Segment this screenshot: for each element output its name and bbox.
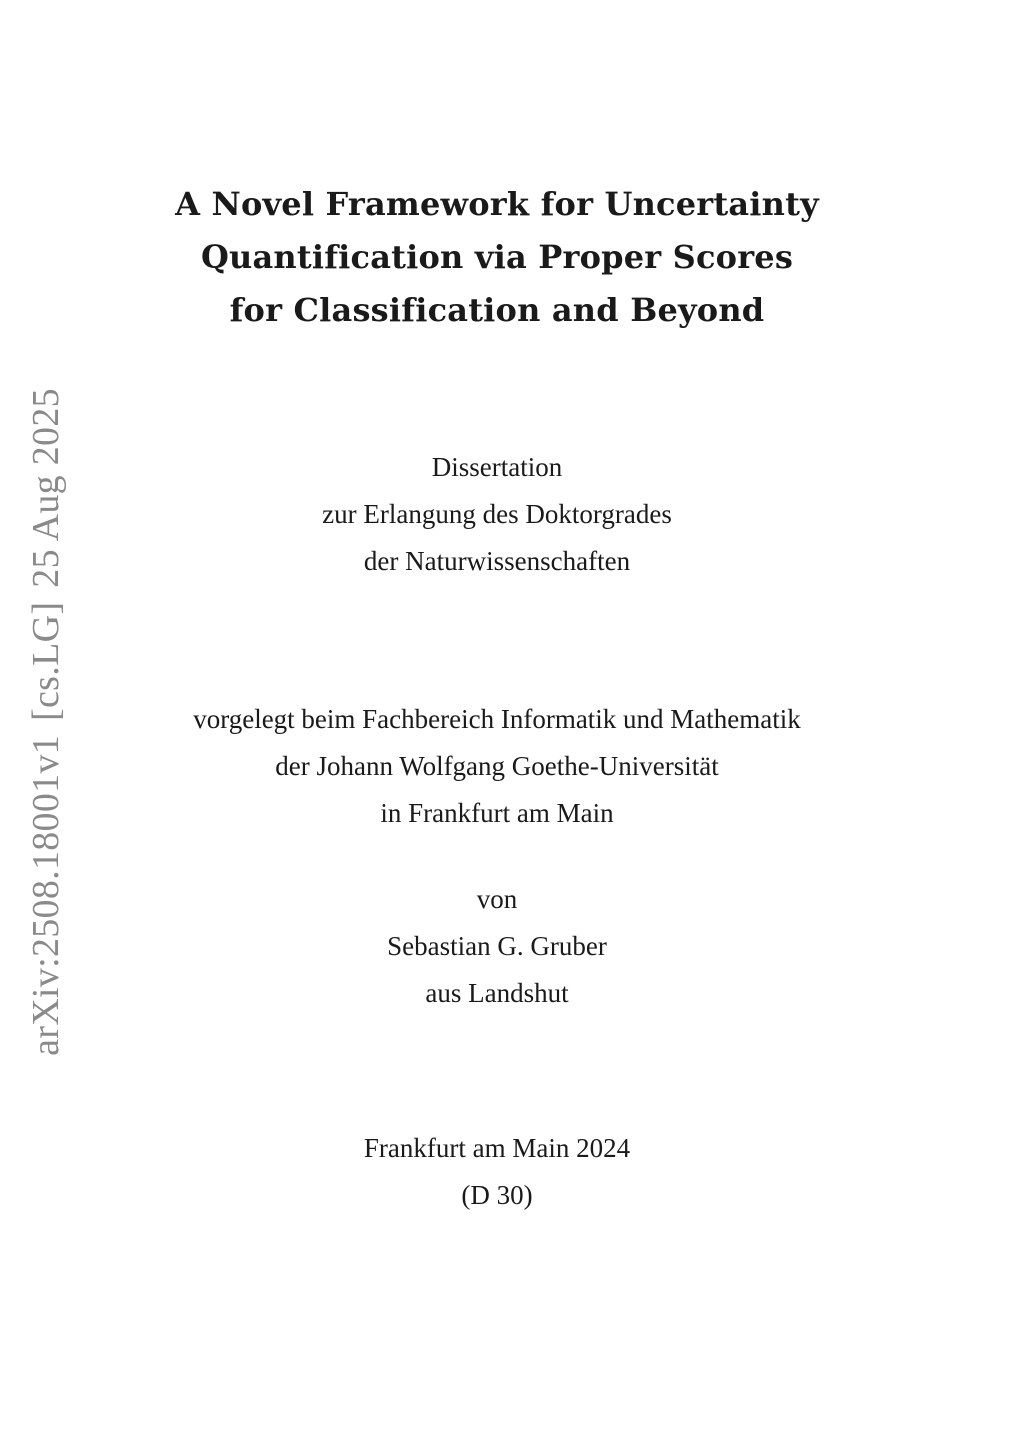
arxiv-id: arXiv:2508.18001v1 [25,734,67,1056]
submission-line-3: in Frankfurt am Main [380,798,614,828]
dissertation-statement [0,444,994,585]
arxiv-date: 25 Aug 2025 [25,388,67,588]
title-line-1: A Novel Framework for Uncertainty [175,185,819,223]
submission-line-1: vorgelegt beim Fachbereich Informatik und Mathematik [193,704,801,734]
author-name: Sebastian G. Gruber [387,931,607,961]
place-date-block [0,1125,994,1219]
author-origin: aus Landshut [425,978,569,1008]
thesis-title [0,178,994,337]
dissertation-code: (D 30) [461,1180,533,1210]
dissertation-line-2: zur Erlangung des Doktorgrades [322,499,672,529]
title-line-2: Quantification via Proper Scores [200,238,794,276]
dissertation-line-3: der Naturwissenschaften [363,546,631,576]
dissertation-line-1: Dissertation [431,452,563,482]
author-von: von [476,884,518,914]
submission-line-2: der Johann Wolfgang Goethe-Universität [275,751,719,781]
submission-statement [0,696,994,837]
arxiv-category: [cs.LG] [25,601,67,721]
place-year: Frankfurt am Main 2024 [363,1133,631,1163]
title-line-3: for Classification and Beyond [229,291,765,329]
author-block [0,876,994,1017]
